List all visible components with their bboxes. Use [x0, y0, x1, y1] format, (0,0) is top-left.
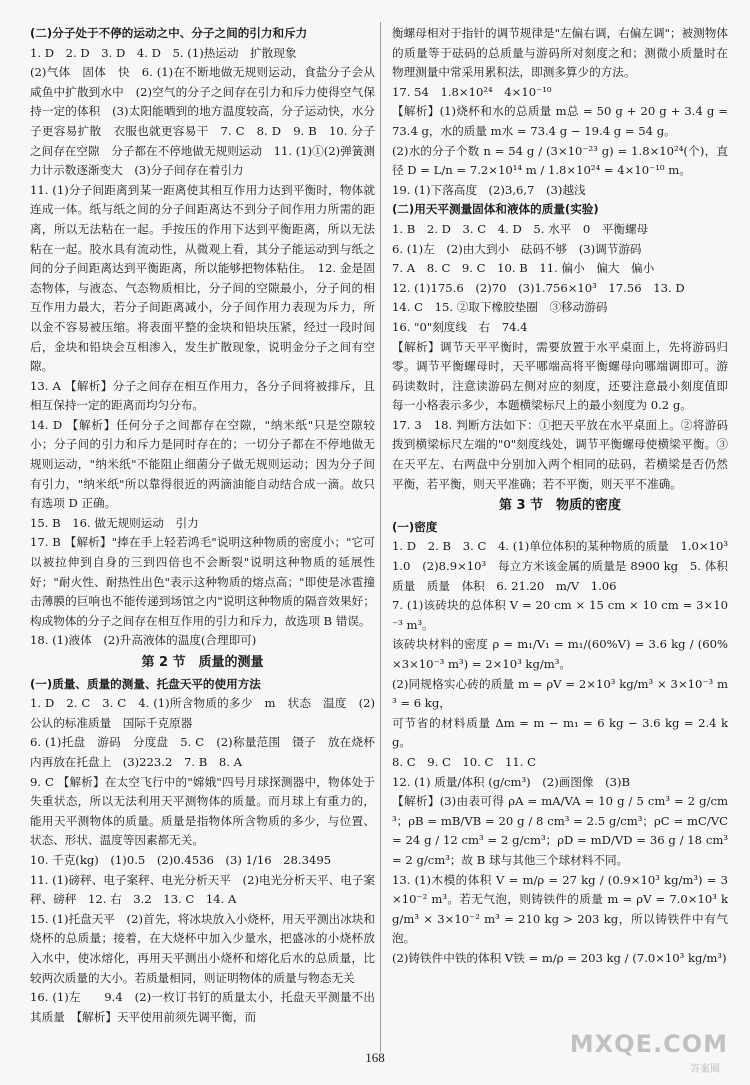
left-column [30, 24, 375, 1027]
answer-paragraph: 13. (1)木模的体积 V = m/ρ = 27 kg / (0.9×10³ kg/m³) = 3×10⁻² m³。若无气泡，则铸铁件的质量 m = ρV = 7.0×10³ kg/m³ × 3×10⁻² m³ = 210 kg > 203 kg，所以铸铁件中有气泡。 [392, 872, 728, 946]
answer-paragraph: (2)同规格实心砖的质量 m = ρV = 2×10³ kg/m³ × 3×10⁻³ m³ = 6 kg， [392, 676, 728, 711]
answer-paragraph: 15. (1)托盘天平 (2)首先，将冰块放入小烧杯，用天平测出冰块和烧杯的总质量；接着，在大烧杯中加入少量水，把盛冰的小烧杯放入水中，使冰熔化，再用天平测出小烧杯和熔化后水的总质量，比较两次质量的大小。若质量相同，则证明物体的质量与物态无关 [30, 911, 375, 985]
answer-paragraph: 15. B 16. 做无规则运动 引力 [30, 515, 199, 530]
column-divider [380, 22, 381, 1052]
answer-paragraph: 17. B 【解析】"捧在手上轻若鸿毛"说明这种物质的密度小；"它可以被拉伸到自身的三到四倍也不会断裂"说明这种物质的延展性好；"耐火性、耐热性出色"表示这种物质的熔点高；"即使是冰雹撞击薄膜的巨响也不能传递到场馆之内"说明这种物质的隔音效果好；构成物体的分子之间存在相互作用的引力和斥力，故选项 B 错误。 [30, 535, 375, 628]
answer-paragraph: 10. 千克(kg) (1)0.5 (2)0.4536 (3) 1/16 28.3495 [30, 852, 332, 867]
answer-paragraph: 16. (1)左 9.4 (2)一枚订书钉的质量太小，托盘天平测量不出其质量 【解析】天平使用前须先调平衡，而 [30, 990, 375, 1024]
answer-paragraph: 11. (1)分子间距离到某一距离使其相互作用力达到平衡时，物体就连成一体。纸与纸之间的分子间距离达不到分子间作用力所需的距离，所以无法粘在一起。手按压的作用下达到平衡距离，所以无法粘在一起。胶水具有流动性，从微观上看，其分子能运动到与纸之间的分子间距离达到平衡距离，所以能够把物体粘住。 12. 金是固态物体，与液态、气态物质相比，分子间的空隙最小，分子间的相互作用力最大，若分子间距离减小，分子间作用力表现为斥力，所以金不容易被压缩。将表面平整的金块和铅块压紧，经过一段时间后，金块和铅块会互相渗入，发生扩散现象，说明金分子之间有空隙。 [30, 182, 375, 374]
answer-paragraph: 16. "0"刻度线 右 74.4 [392, 319, 528, 334]
answer-paragraph: 8. C 9. C 10. C 11. C [392, 754, 537, 769]
answer-paragraph: 17. 54 1.8×10²⁴ 4×10⁻¹⁰ [392, 84, 552, 99]
answer-paragraph: 1. B 2. D 3. C 4. D 5. 水平 0 平衡螺母 [392, 221, 649, 236]
answer-paragraph: 12. (1)175.6 (2)70 (3)1.756×10³ 17.56 13. D [392, 280, 685, 295]
answer-paragraph: 7. (1)该砖块的总体积 V = 20 cm × 15 cm × 10 cm = 3×10⁻³ m³。 [392, 598, 728, 632]
answer-paragraph: 可节省的材料质量 Δm = m − m₁ = 6 kg − 3.6 kg = 2.4 kg。 [392, 715, 728, 750]
answer-paragraph: 该砖块材料的密度 ρ = m₁/V₁ = m₁/(60%V) = 3.6 kg / (60%×3×10⁻³ m³) = 2×10³ kg/m³。 [392, 637, 728, 671]
answer-paragraph: 1. D 2. C 3. C 4. (1)所含物质的多少 m 状态 温度 (2)公认的标准质量 国际千克原器 [30, 696, 375, 730]
answer-paragraph: (2)水的分子个数 n = 54 g / (3×10⁻²³ g) = 1.8×10²⁴(个)，直径 D = L/n = 7.2×10¹⁴ m / 1.8×10²⁴ = 4×10⁻¹⁰ m。 [392, 143, 728, 178]
answer-paragraph: 13. A 【解析】分子之间存在相互作用力，各分子间将被排斥，且相互保持一定的距离而均匀分布。 [30, 378, 375, 413]
answer-paragraph: 18. (1)液体 (2)升高液体的温度(合理即可) [30, 633, 257, 648]
answer-paragraph: 6. (1)托盘 游码 分度盘 5. C (2)称量范围 镊子 放在烧杯内再放在托盘上 (3)223.2 7. B 8. A [30, 735, 375, 769]
page-number: 168 [365, 1050, 385, 1065]
answer-paragraph: (2)铸铁件中铁的体积 V铁 = m/ρ = 203 kg / (7.0×10³ kg/m³) [392, 950, 727, 965]
answer-paragraph: 9. C 【解析】在太空飞行中的"嫦娥"四号月球探测器中，物体处于失重状态，所以无法利用天平测物体的质量。而月球上有重力的，能用天平测物体的质量。质量是指物体所含物质的多少，与位置、状态、形状、温度等因素都无关。 [30, 774, 375, 848]
answer-paragraph: 【解析】调节天平平衡时，需要放置于水平桌面上，先将游码归零。调节平衡螺母时，天平哪端高将平衡螺母向哪端调即可。游码读数时，注意读游码左侧对应的刻度，还要注意最小刻度值即每一小格表示多少，本题横梁标尺上的最小刻度为 0.2 g。 [392, 339, 728, 413]
answer-paragraph: 11. (1)磅秤、电子案秤、电光分析天平 (2)电光分析天平、电子案秤、磅秤 12. 右 3.2 13. C 14. A [30, 872, 375, 907]
subsection-heading: (二)用天平测量固体和液体的质量(实验) [392, 202, 599, 217]
answer-paragraph: 7. A 8. C 9. C 10. B 11. 偏小 偏大 偏小 [392, 261, 655, 276]
answer-paragraph: (2)气体 固体 快 6. (1)在不断地做无规则运动，食盐分子会从咸鱼中扩散到水中 (2)空气的分子之间存在引力和斥力使得空气保持一定的体积 (3)太阳能晒到的地方温度较高，分子运动快，水分子更容易扩散 衣服也就更容易干 7. C 8. D 9. B 10. 分子之间存在空隙 分子都在不停地做无规则运动 11. (1)①(2)弹簧测力计示数逐渐变大 (3)分子间存在着引力 [30, 65, 375, 178]
answer-paragraph: 1. D 2. D 3. D 4. D 5. (1)热运动 扩散现象 [30, 45, 297, 60]
section-heading: 第 2 节 质量的测量 [141, 655, 264, 670]
answer-paragraph: 1. D 2. B 3. C 4. (1)单位体积的某种物质的质量 1.0×10³ 1.0 (2)8.9×10³ 每立方米该金属的质量是 8900 kg 5. 体积 质量 质量 体积 6. 21.20 m/V 1.06 [392, 539, 740, 593]
section-heading: 第 3 节 物质的密度 [498, 498, 622, 514]
watermark-subtitle: 答案圈 [690, 1064, 720, 1075]
subsection-heading: (一)质量、质量的测量、托盘天平的使用方法 [30, 676, 261, 691]
answer-paragraph: 14. C 15. ②取下橡胶垫圈 ③移动游码 [392, 300, 608, 315]
answer-paragraph: 19. (1)下落高度 (2)3,6,7 (3)越浅 [392, 182, 586, 197]
answer-paragraph: 6. (1)左 (2)由大到小 砝码不够 (3)调节游码 [392, 241, 642, 256]
watermark-logo: MXQE.COM [569, 1030, 728, 1058]
answer-paragraph: 【解析】(1)烧杯和水的总质量 m总 = 50 g + 20 g + 3.4 g = 73.4 g，水的质量 m水 = 73.4 g − 19.4 g = 54 g。 [392, 104, 728, 138]
answer-paragraph: 14. D 【解析】任何分子之间都存在空隙，"纳米纸"只是空隙较小；分子间的引力和斥力是同时存在的；一切分子都在不停地做无规则运动，"纳米纸"不能阻止细菌分子做无规则运动；因为分子间有引力，"纳米纸"所以靠得很近的两滴油能自动结合成一滴。故只有选项 D 正确。 [30, 417, 375, 511]
answer-paragraph: 17. 3 18. 判断方法如下：①把天平放在水平桌面上。②将游码拨到横梁标尺左端的"0"刻度线处，调节平衡螺母使横梁平衡。③在天平左、右两盘中分别加入两个相同的砝码，若横梁是否仍然平衡，若平衡，则天平准确；若不平衡，则天平不准确。 [392, 417, 728, 491]
answer-paragraph: 衡螺母相对于指针的调节规律是"左偏右调，右偏左调"；被测物体的质量等于砝码的总质量与游码所对刻度之和；测微小质量时在物理测量中常采用累积法，即测多算少的方法。 [392, 26, 728, 80]
right-column [392, 24, 740, 969]
answer-paragraph: 12. (1) 质量/体积 (g/cm³) (2)画图像 (3)B [392, 774, 631, 789]
subsection-heading: (二)分子处于不停的运动之中、分子之间的引力和斥力 [30, 26, 308, 40]
answer-paragraph: 【解析】(3)由表可得 ρA = mA/VA = 10 g / 5 cm³ = 2 g/cm³；ρB = mB/VB = 20 g / 8 cm³ = 2.5 g/cm³；ρC = mC/VC = 24 g / 12 cm³ = 2 g/cm³；ρD = mD/VD = 36 g / 18 cm³ = 2 g/cm³；故 B 球与其他三个球材料不同。 [392, 794, 728, 867]
subsection-heading: (一)密度 [392, 519, 438, 534]
